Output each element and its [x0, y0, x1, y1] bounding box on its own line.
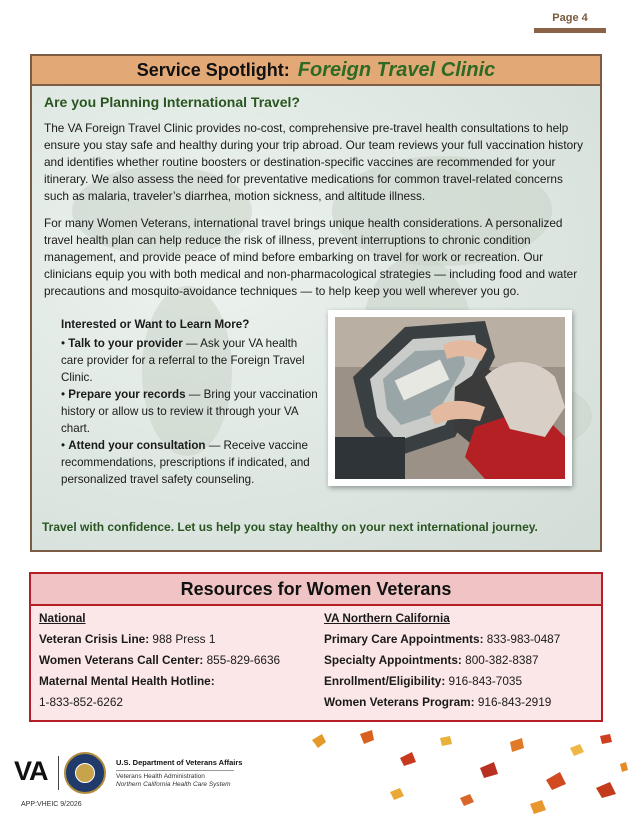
resource-value: 800-382-8387: [461, 653, 539, 667]
autumn-leaves-decoration: [300, 728, 628, 818]
resource-value: 916-843-7035: [445, 674, 523, 688]
resource-line: [39, 650, 319, 671]
health-care-system-name: Northern California Health Care System: [116, 781, 231, 788]
resource-value: 833-983-0487: [483, 632, 561, 646]
resource-value: 855-829-6636: [203, 653, 281, 667]
resource-value: 988 Press 1: [149, 632, 216, 646]
resources-regional-heading: VA Northern California: [324, 611, 450, 625]
learn-more-step: [61, 437, 323, 488]
bullet: •: [61, 439, 66, 452]
resource-label: Specialty Appointments:: [324, 653, 462, 667]
resource-line: [324, 650, 600, 671]
va-footer-logo: [14, 752, 254, 794]
step-text: — Ask your VA health care provider for a referral to the Foreign Travel Clinic.: [61, 337, 305, 384]
resource-label: Maternal Mental Health Hotline:: [39, 674, 215, 688]
learn-more-step: [61, 335, 323, 386]
page-number-bar: [534, 28, 606, 33]
page-number: Page 4: [552, 12, 588, 24]
resource-line: [324, 671, 600, 692]
suitcase-illustration: [335, 317, 565, 479]
spotlight-paragraph: The VA Foreign Travel Clinic provides no-cost, comprehensive pre-travel health consultations to help ensure you stay safe and healthy during your trip abroad. Our team reviews your full vaccination history and identifies whether routine boosters or destination-specific vaccines are recommended for your itinerary. We also assess the need for preventative medications for common travel-related concerns such as malaria, traveler’s diarrhea, motion sickness, and altitude illness.: [44, 121, 583, 203]
resources-regional: [324, 610, 600, 713]
packing-suitcase-photo: [328, 310, 572, 486]
learn-more-heading: Interested or Want to Learn More?: [61, 318, 250, 331]
resources-box: [29, 572, 603, 722]
spotlight-subtitle: Are you Planning International Travel?: [44, 94, 300, 110]
resource-label: Primary Care Appointments:: [324, 632, 484, 646]
resource-line: [39, 629, 319, 650]
step-label: Prepare your records: [68, 388, 186, 401]
resource-line: [39, 692, 319, 713]
resource-line: [324, 692, 600, 713]
service-spotlight: [30, 54, 602, 552]
department-name: U.S. Department of Veterans Affairs: [116, 758, 243, 767]
logo-divider: [58, 756, 59, 790]
resource-label: Women Veterans Call Center:: [39, 653, 204, 667]
resources-national: [39, 610, 319, 713]
resource-label: Veteran Crisis Line:: [39, 632, 150, 646]
va-seal-icon: [64, 752, 106, 794]
step-text: — Bring your vaccination history or allow us to review it through your VA chart.: [61, 388, 318, 435]
learn-more-step: [61, 386, 323, 437]
step-text: — Receive vaccine recommendations, prescriptions if indicated, and personalized travel safety counseling.: [61, 439, 310, 486]
document-code: APP:VHEIC 9/2026: [21, 801, 82, 808]
leaf-icon: [312, 730, 628, 814]
resource-label: Women Veterans Program:: [324, 695, 475, 709]
department-divider: [116, 770, 234, 771]
spotlight-closing: Travel with confidence. Let us help you stay healthy on your next international journey.: [42, 520, 538, 534]
resource-line: [324, 629, 600, 650]
spotlight-paragraph: For many Women Veterans, international travel brings unique health considerations. A personalized travel health plan can help reduce the risk of illness, prevent interruptions to chronic condition management, and provide peace of mind before embarking on travel for work or recreation. Our clinicians equip you with both medical and non-pharmacological strategies — including food and water precautions and mosquito-avoidance techniques — to help keep you well wherever you go.: [44, 216, 578, 298]
spotlight-title: [32, 56, 600, 86]
resource-line: [39, 671, 319, 692]
bullet: •: [61, 337, 66, 350]
resource-value: 916-843-2919: [474, 695, 552, 709]
spotlight-title-prefix: Service Spotlight:: [136, 60, 290, 80]
bullet: •: [61, 388, 66, 401]
step-label: Talk to your provider: [68, 337, 183, 350]
resources-national-heading: National: [39, 611, 86, 625]
spotlight-title-clinic: Foreign Travel Clinic: [297, 59, 496, 81]
va-wordmark: VA: [14, 756, 48, 786]
resource-value: 1-833-852-6262: [39, 695, 123, 709]
administration-name: Veterans Health Administration: [116, 773, 205, 780]
step-label: Attend your consultation: [68, 439, 206, 452]
learn-more-list: [61, 316, 323, 488]
resource-label: Enrollment/Eligibility:: [324, 674, 446, 688]
resources-title: Resources for Women Veterans: [31, 574, 601, 606]
